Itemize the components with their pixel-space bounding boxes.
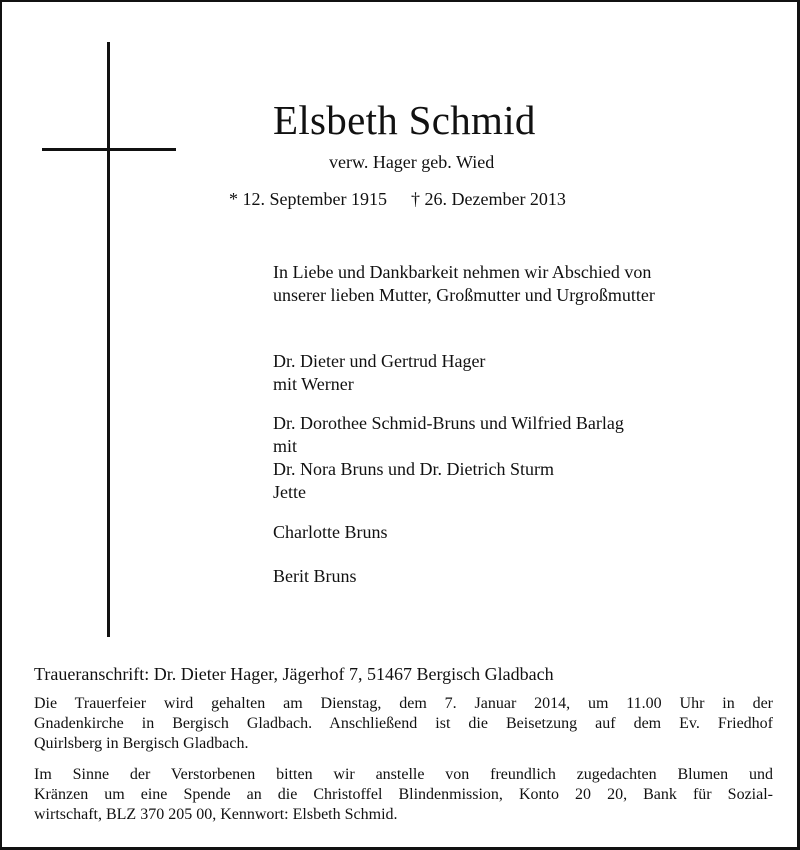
mourner-line: Dr. Dieter und Gertrud Hager [273, 351, 486, 371]
farewell-line: In Liebe und Dankbarkeit nehmen wir Abschied von [273, 262, 652, 282]
funeral-paragraph [34, 694, 773, 754]
mourner-line: mit [273, 436, 298, 456]
funeral-line: Gnadenkirche in Bergisch Gladbach. Anschließend ist die Beisetzung auf dem Ev. Friedhof [34, 715, 773, 732]
mourner-line: Berit Bruns [273, 566, 357, 586]
life-dates [229, 187, 566, 211]
donation-line: Im Sinne der Verstorbenen bitten wir anstelle von freundlich zugedachten Blumen und [34, 766, 773, 783]
mourner-group-1 [273, 350, 485, 396]
mourner-group-2 [273, 412, 624, 504]
cross-horizontal-bar [42, 148, 176, 151]
death-date: † 26. Dezember 2013 [410, 189, 566, 209]
birth-date: * 12. September 1915 [229, 189, 387, 209]
cross-vertical-bar [107, 42, 110, 637]
donation-line: wirtschaft, BLZ 370 205 00, Kennwort: Elsbeth Schmid. [34, 806, 398, 823]
donation-paragraph [34, 765, 773, 825]
maiden-name-line: verw. Hager geb. Wied [329, 152, 495, 172]
mourner-group-3 [273, 521, 388, 544]
mourner-group-4 [273, 565, 357, 588]
mourner-line: Dr. Nora Bruns und Dr. Dietrich Sturm [273, 459, 554, 479]
donation-line: Kränzen um eine Spende an die Christoffel Blindenmission, Konto 20 20, Bank für Sozial- [34, 786, 773, 803]
mourner-line: mit Werner [273, 374, 354, 394]
farewell-text [273, 261, 655, 307]
deceased-name: Elsbeth Schmid [273, 97, 536, 143]
mourner-line: Dr. Dorothee Schmid-Bruns und Wilfried Barlag [273, 413, 624, 433]
mourner-line: Jette [273, 482, 306, 502]
mourning-address: Traueranschrift: Dr. Dieter Hager, Jägerhof 7, 51467 Bergisch Gladbach [34, 664, 554, 684]
funeral-line: Quirlsberg in Bergisch Gladbach. [34, 735, 249, 752]
funeral-line: Die Trauerfeier wird gehalten am Dienstag, dem 7. Januar 2014, um 11.00 Uhr in der [34, 695, 773, 712]
farewell-line: unserer lieben Mutter, Großmutter und Urgroßmutter [273, 285, 655, 305]
mourner-line: Charlotte Bruns [273, 522, 388, 542]
